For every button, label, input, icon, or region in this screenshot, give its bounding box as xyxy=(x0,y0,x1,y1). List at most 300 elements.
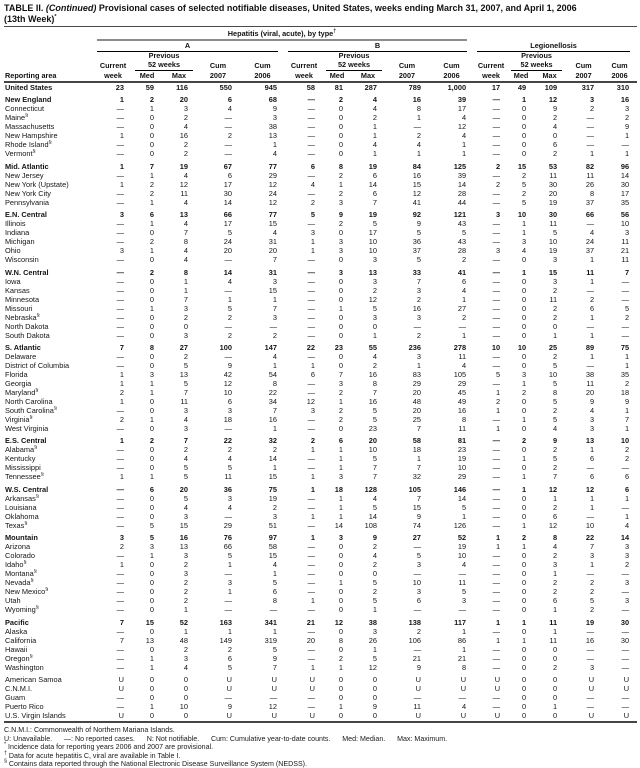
value-cell: 20 xyxy=(179,484,188,494)
header-spacer xyxy=(565,52,602,61)
footnote-marker: § xyxy=(53,405,57,412)
value-cell: 149 xyxy=(219,635,232,645)
value-cell: 0 xyxy=(338,683,343,693)
value-cell: 3 xyxy=(521,237,527,247)
value-cell: — xyxy=(492,351,501,361)
value-cell: 5 xyxy=(272,644,277,654)
value-cell: — xyxy=(224,596,232,606)
footnote-line: U: Unavailable. —: No reported cases. N: Not notifiable. Cum: Cumulative year-to-date counts. Med: Median. Max: Maximum. xyxy=(4,734,448,743)
value-cell: 7 xyxy=(372,387,377,397)
value-cell: 2 xyxy=(552,149,558,159)
value-cell: — xyxy=(586,321,595,331)
value-cell: 5 xyxy=(552,378,558,388)
value-cell: 0 xyxy=(521,285,527,295)
value-cell: 0 xyxy=(552,683,558,693)
value-cell: — xyxy=(116,605,124,615)
value-cell: 2 xyxy=(552,587,558,597)
value-cell: 3 xyxy=(416,285,421,295)
value-cell: U xyxy=(602,711,637,723)
footnote-marker: § xyxy=(35,493,39,500)
value-cell: 15 xyxy=(179,520,188,530)
value-cell: 1 xyxy=(183,276,188,286)
value-cell: 1 xyxy=(552,605,558,615)
value-cell: U xyxy=(285,711,323,723)
header-spacer xyxy=(4,41,94,52)
value-cell: 3 xyxy=(372,276,377,286)
value-cell: 96 xyxy=(620,161,630,171)
value-cell: 0 xyxy=(338,351,343,361)
value-cell: — xyxy=(224,605,232,615)
value-cell: 3 xyxy=(552,560,558,570)
value-cell: 2 xyxy=(552,551,558,561)
value-cell: 7 xyxy=(183,387,188,397)
value-cell: 1 xyxy=(149,472,154,482)
value-cell: 9 xyxy=(272,653,277,663)
footnote-marker: § xyxy=(24,520,28,527)
value-cell: 8 xyxy=(272,596,277,606)
value-cell: 17 xyxy=(491,83,501,92)
value-cell: 0 xyxy=(149,587,154,597)
value-cell: 3 xyxy=(416,587,421,597)
column-header-2007-l: 2007 xyxy=(565,71,602,83)
header-spacer xyxy=(4,61,94,71)
value-cell: 2 xyxy=(552,502,558,512)
value-cell: — xyxy=(116,587,124,597)
value-cell: 13 xyxy=(179,369,188,379)
value-cell: 0 xyxy=(149,149,154,159)
value-cell: U xyxy=(565,711,602,723)
value-cell: 3 xyxy=(338,533,343,543)
value-cell: 25 xyxy=(548,342,558,352)
reporting-area-cell: Washington xyxy=(5,662,44,672)
value-cell: 1 xyxy=(310,246,315,256)
value-cell: 11 xyxy=(549,170,558,180)
header-row-columns xyxy=(4,71,637,83)
value-cell: U xyxy=(429,711,474,723)
table-row xyxy=(4,131,637,140)
value-cell: 2 xyxy=(183,560,188,570)
value-cell: 18 xyxy=(223,414,232,424)
value-cell: 0 xyxy=(521,692,527,702)
value-cell: 0 xyxy=(338,674,343,684)
value-cell: 11 xyxy=(549,294,558,304)
value-cell: 0 xyxy=(521,493,527,503)
value-cell: 2 xyxy=(227,131,232,141)
value-cell: 17 xyxy=(223,179,232,189)
value-cell: — xyxy=(492,285,501,295)
value-cell: — xyxy=(116,170,124,180)
value-cell: 2 xyxy=(589,587,595,597)
value-cell: 11 xyxy=(458,578,467,588)
footnote-marker: § xyxy=(32,149,36,155)
table-row xyxy=(4,424,637,433)
value-cell: 5 xyxy=(227,303,232,313)
footnote-marker: § xyxy=(48,140,52,146)
table-row xyxy=(4,530,637,542)
value-cell: — xyxy=(224,692,232,702)
column-header-52weeks-a: 52 weeks xyxy=(132,61,196,71)
header-spacer xyxy=(602,52,637,61)
value-cell: 0 xyxy=(521,463,527,473)
value-cell: — xyxy=(307,605,315,615)
value-cell: 4 xyxy=(227,104,232,114)
title-rest: Provisional cases of selected notifiable diseases, United States, weeks ending March 31, 2007, and April 1, 2006 xyxy=(96,3,577,13)
value-cell: 19 xyxy=(457,542,467,552)
value-cell: 41 xyxy=(412,197,421,207)
value-cell: — xyxy=(621,463,630,473)
value-cell: 20 xyxy=(223,246,232,256)
value-cell: 10 xyxy=(620,436,630,446)
table-title xyxy=(4,3,637,24)
value-cell: 4 xyxy=(183,246,188,256)
table-row xyxy=(4,645,637,654)
value-cell: 20 xyxy=(268,246,277,256)
value-cell: 5 xyxy=(149,533,154,543)
value-cell: 2 xyxy=(149,95,154,105)
value-cell: 1 xyxy=(310,472,315,482)
header-spacer xyxy=(4,27,94,42)
value-cell: 10 xyxy=(548,369,558,379)
value-cell: 10 xyxy=(223,387,232,397)
value-cell: 0 xyxy=(338,321,343,331)
value-cell: — xyxy=(116,303,124,313)
value-cell: 10 xyxy=(548,237,558,247)
header-spacer xyxy=(474,27,637,42)
value-cell: — xyxy=(413,605,421,615)
value-cell: 1 xyxy=(119,179,124,189)
value-cell: 2 xyxy=(552,285,558,295)
value-cell: 9 xyxy=(589,396,595,406)
value-cell: 1 xyxy=(589,276,595,286)
value-cell: — xyxy=(307,113,315,123)
footnote-marker: * xyxy=(4,741,7,748)
value-cell: 0 xyxy=(521,578,527,588)
value-cell: — xyxy=(492,692,501,702)
value-cell: — xyxy=(586,644,595,654)
reporting-area-cell: Massachusetts xyxy=(5,122,55,132)
value-cell: 1 xyxy=(372,131,377,141)
reporting-area-cell: Maine§ xyxy=(5,113,29,123)
table-row xyxy=(4,304,637,313)
table-row xyxy=(4,189,637,198)
value-cell: — xyxy=(621,276,630,286)
value-cell: 1 xyxy=(149,219,154,229)
value-cell: — xyxy=(116,312,124,322)
value-cell: 1 xyxy=(461,511,467,521)
hepatitis-b-header: B xyxy=(285,41,474,52)
value-cell: 1 xyxy=(310,511,315,521)
value-cell: 0 xyxy=(149,228,154,238)
header-spacer xyxy=(474,52,508,61)
reporting-area-cell: New Hampshire xyxy=(5,131,58,141)
reporting-area-cell: Idaho§ xyxy=(5,560,27,570)
value-cell: 116 xyxy=(176,83,188,92)
value-cell: 12 xyxy=(268,701,277,711)
value-cell: 1 xyxy=(461,626,467,636)
value-cell: 3 xyxy=(149,369,154,379)
column-header-max-b: Max xyxy=(351,71,385,83)
value-cell: 105 xyxy=(453,369,467,379)
reporting-area-cell: Georgia xyxy=(5,378,32,388)
value-cell: — xyxy=(116,463,124,473)
value-cell: 11 xyxy=(549,219,558,229)
value-cell: 2 xyxy=(310,436,315,446)
value-cell: 2 xyxy=(495,396,501,406)
value-cell: 2 xyxy=(521,188,527,198)
value-cell: 2 xyxy=(119,542,124,552)
value-cell: 76 xyxy=(223,533,232,543)
reporting-area-cell: Arizona xyxy=(5,542,31,552)
value-cell: 1 xyxy=(149,246,154,256)
value-cell: 2 xyxy=(338,95,343,105)
value-cell: — xyxy=(307,321,315,331)
value-cell: — xyxy=(307,423,315,433)
value-cell: 3 xyxy=(552,276,558,286)
value-cell: 42 xyxy=(223,369,232,379)
value-cell: 3 xyxy=(310,405,315,415)
value-cell: 1 xyxy=(149,303,154,313)
value-cell: 7 xyxy=(272,405,277,415)
value-cell: — xyxy=(307,560,315,570)
value-cell: 6 xyxy=(227,396,232,406)
value-cell: 3 xyxy=(183,303,188,313)
reporting-area-cell: Illinois xyxy=(5,219,26,229)
value-cell: 13 xyxy=(179,542,188,552)
title-table-label: TABLE II. xyxy=(4,3,46,13)
table-row xyxy=(4,352,637,361)
value-cell: 1 xyxy=(310,445,315,455)
value-cell: — xyxy=(586,569,595,579)
value-cell: 0 xyxy=(323,711,351,723)
value-cell: — xyxy=(492,188,501,198)
reporting-area-cell: United States xyxy=(5,83,53,92)
table-row xyxy=(4,551,637,560)
reporting-area-cell: American Samoa xyxy=(5,674,62,684)
value-cell: 81 xyxy=(334,83,343,92)
value-cell: 10 xyxy=(179,701,188,711)
value-cell: — xyxy=(492,414,501,424)
hepatitis-group-header xyxy=(94,27,474,42)
value-cell: — xyxy=(458,569,467,579)
value-cell: 2 xyxy=(552,312,558,322)
value-cell: 163 xyxy=(219,617,232,627)
value-cell: 19 xyxy=(368,161,377,171)
value-cell: — xyxy=(116,578,124,588)
value-cell: 19 xyxy=(548,197,558,207)
value-cell: — xyxy=(116,267,124,277)
value-cell: — xyxy=(413,122,421,132)
value-cell: 10 xyxy=(517,342,527,352)
value-cell: — xyxy=(586,511,595,521)
value-cell: — xyxy=(621,294,630,304)
value-cell: 1 xyxy=(495,387,501,397)
value-cell: 0 xyxy=(552,644,558,654)
value-cell: 1 xyxy=(119,95,124,105)
value-cell: — xyxy=(586,285,595,295)
value-cell: 1 xyxy=(372,330,377,340)
footnote-marker: § xyxy=(29,653,33,660)
value-cell: U xyxy=(415,683,421,693)
value-cell: 11 xyxy=(549,617,558,627)
value-cell: 0 xyxy=(552,653,558,663)
value-cell: 58 xyxy=(412,436,421,446)
table-row xyxy=(4,503,637,512)
value-cell: 0 xyxy=(149,511,154,521)
value-cell: 30 xyxy=(620,179,630,189)
value-cell: 29 xyxy=(268,170,277,180)
value-cell: 5 xyxy=(372,596,377,606)
value-cell: 0 xyxy=(149,502,154,512)
value-cell: 4 xyxy=(461,113,467,123)
value-cell: 0 xyxy=(149,405,154,415)
value-cell: 0 xyxy=(338,542,343,552)
table-row xyxy=(4,92,637,104)
value-cell: 0 xyxy=(521,140,527,150)
value-cell: 13 xyxy=(268,131,277,141)
value-cell: 0 xyxy=(521,644,527,654)
value-cell: U xyxy=(271,683,277,693)
value-cell: — xyxy=(116,692,124,702)
value-cell: 1 xyxy=(272,463,277,473)
value-cell: 7 xyxy=(272,662,277,672)
value-cell: — xyxy=(116,237,124,247)
value-cell: 27 xyxy=(179,342,188,352)
value-cell: 17 xyxy=(368,228,377,238)
value-cell: — xyxy=(492,662,501,672)
value-cell: 23 xyxy=(457,445,467,455)
value-cell: 128 xyxy=(364,484,377,494)
value-cell: — xyxy=(116,551,124,561)
value-cell: 9 xyxy=(552,436,558,446)
value-cell: 56 xyxy=(620,210,630,220)
value-cell: 5 xyxy=(461,228,467,238)
value-cell: 0 xyxy=(372,674,377,684)
value-cell: 5 xyxy=(372,219,377,229)
value-cell: 2 xyxy=(521,533,527,543)
value-cell: — xyxy=(224,321,232,331)
value-cell: 11 xyxy=(621,255,630,265)
table-row xyxy=(4,578,637,587)
value-cell: 3 xyxy=(183,405,188,415)
value-cell: 12 xyxy=(548,520,558,530)
value-cell: 0 xyxy=(183,692,188,702)
value-cell: 0 xyxy=(521,683,527,693)
value-cell: — xyxy=(586,701,595,711)
value-cell: 1 xyxy=(119,378,124,388)
table-row xyxy=(4,149,637,158)
value-cell: 5 xyxy=(495,369,501,379)
value-cell: — xyxy=(116,351,124,361)
value-cell: 1 xyxy=(372,122,377,132)
value-cell: — xyxy=(307,149,315,159)
table-row xyxy=(4,654,637,663)
value-cell: — xyxy=(492,228,501,238)
value-cell: 2 xyxy=(183,149,188,159)
value-cell: 16 xyxy=(620,95,630,105)
table-row xyxy=(4,207,637,219)
value-cell: 5 xyxy=(372,502,377,512)
value-cell: U xyxy=(588,683,595,693)
value-cell: — xyxy=(116,197,124,207)
value-cell: — xyxy=(116,653,124,663)
value-cell: 7 xyxy=(183,228,188,238)
reporting-area-cell: S. Atlantic xyxy=(5,342,41,352)
value-cell: 53 xyxy=(548,161,558,171)
header-row-disease-group xyxy=(4,27,637,42)
value-cell: — xyxy=(492,312,501,322)
value-cell: 4 xyxy=(272,560,277,570)
value-cell: 3 xyxy=(119,246,124,256)
value-cell: 0 xyxy=(508,711,534,723)
value-cell: 7 xyxy=(119,635,124,645)
table-row xyxy=(4,322,637,331)
reporting-area-cell: Mountain xyxy=(5,533,38,543)
value-cell: 16 xyxy=(412,303,421,313)
value-cell: 3 xyxy=(624,104,630,114)
value-cell: 1 xyxy=(624,493,630,503)
table-row xyxy=(4,693,637,702)
value-cell: 2 xyxy=(149,267,154,277)
value-cell: 550 xyxy=(219,83,232,92)
value-cell: 3 xyxy=(149,542,154,552)
value-cell: — xyxy=(621,330,630,340)
value-cell: — xyxy=(307,95,315,105)
table-row xyxy=(4,237,637,246)
value-cell: 0 xyxy=(149,255,154,265)
value-cell: 29 xyxy=(457,472,467,482)
table-row xyxy=(4,521,637,530)
value-cell: 1 xyxy=(372,149,377,159)
value-cell: 5 xyxy=(227,463,232,473)
value-cell: — xyxy=(492,170,501,180)
value-cell: 12 xyxy=(268,197,277,207)
value-cell: U xyxy=(588,674,595,684)
value-cell: 26 xyxy=(368,635,377,645)
value-cell: — xyxy=(116,104,124,114)
value-cell: 17 xyxy=(620,188,630,198)
value-cell: 0 xyxy=(149,560,154,570)
column-header-cum-b-2006: Cum xyxy=(443,61,460,70)
value-cell: 3 xyxy=(495,210,501,220)
value-cell: 4 xyxy=(416,140,421,150)
value-cell: 2 xyxy=(183,644,188,654)
value-cell: U xyxy=(226,683,232,693)
footnote-line: § Contains data reported through the National Electronic Disease Surveillance System (NEDSS). xyxy=(4,758,308,768)
value-cell: 2 xyxy=(416,330,421,340)
value-cell: 1 xyxy=(338,662,343,672)
value-cell: 1 xyxy=(589,560,595,570)
value-cell: 1 xyxy=(119,472,124,482)
value-cell: — xyxy=(269,692,277,702)
reporting-area-cell: Vermont§ xyxy=(5,149,36,159)
value-cell: — xyxy=(116,285,124,295)
reporting-area-cell: Delaware xyxy=(5,351,37,361)
value-cell: 5 xyxy=(372,653,377,663)
value-cell: 1 xyxy=(589,149,595,159)
value-cell: 49 xyxy=(457,396,467,406)
value-cell: 12 xyxy=(368,294,377,304)
value-cell: 10 xyxy=(620,219,630,229)
value-cell: — xyxy=(116,454,124,464)
table-row xyxy=(4,415,637,424)
value-cell: — xyxy=(116,493,124,503)
table-row xyxy=(4,104,637,113)
value-cell: 19 xyxy=(548,246,558,256)
value-cell: 0 xyxy=(149,330,154,340)
value-cell: 0 xyxy=(521,113,527,123)
table-row xyxy=(4,663,637,672)
value-cell: — xyxy=(307,569,315,579)
